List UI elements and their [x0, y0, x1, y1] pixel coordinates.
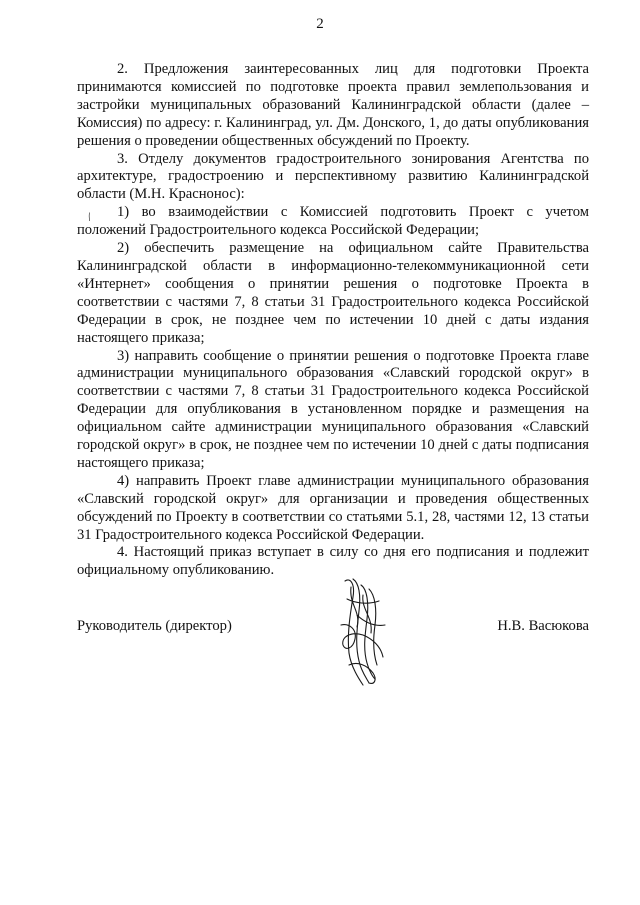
signatory-position: Руководитель (директор) [77, 618, 232, 634]
paragraph-item-2-proposals: 2. Предложения заинтересованных лиц для подготовки Проекта принимаются комиссией по подготовке проекта правил землепользования и застройки муниципальных образований Калининградской области (далее – Комиссия) по адресу: г. Калининград, ул. Дм. Донского, 1, до даты опубликования решения о проведении общественных обсуждений по Проекту. [77, 61, 589, 149]
paragraph-subitem-1: 1) во взаимодействии с Комиссией подготовить Проект с учетом положений Градостроительного кодекса Российской Федерации; [77, 204, 589, 239]
paragraph-item-3-department: 3. Отделу документов градостроительного зонирования Агентства по архитектуре, градостроению и перспективному развитию Калининградской области (М.Н. Краснонос): [77, 150, 589, 203]
signature-block [77, 618, 589, 640]
paragraph-subitem-4: 4) направить Проект главе администрации муниципального образования «Славский городской округ» для организации и проведения общественных обсуждений по Проекту в соответствии со статьями 5.1, 28, частями 12, 13 статьи 31 Градостроительного кодекса Российской Федерации. [77, 472, 589, 543]
document-body [77, 61, 589, 580]
paragraph-subitem-2: 2) обеспечить размещение на официальном сайте Правительства Калининградской области в информационно-телекоммуникационной сети «Интернет» сообщения о принятии решения о подготовке Проекта в соответствии с частями 7, 8 статьи 31 Градостроительного кодекса Российской Федерации в срок, не позднее чем по истечении 10 дней с даты издания настоящего приказа; [77, 240, 589, 346]
paragraph-subitem-3: 3) направить сообщение о принятии решения о подготовке Проекта главе администрации муниципального образования «Славский городской округ» в соответствии с частями 7, 8 статьи 31 Градостроительного кодекса Российской Федерации для опубликования в установленном порядке и размещения на официальном сайте администрации муниципального образования «Славский городской округ» в срок, не позднее чем по истечении 10 дней с даты подписания настоящего приказа; [77, 347, 589, 471]
page-number: 2 [316, 16, 324, 32]
paragraph-item-4-effective: 4. Настоящий приказ вступает в силу со дня его подписания и подлежит официальному опубликованию. [77, 544, 589, 579]
signatory-name: Н.В. Васюкова [497, 618, 589, 634]
